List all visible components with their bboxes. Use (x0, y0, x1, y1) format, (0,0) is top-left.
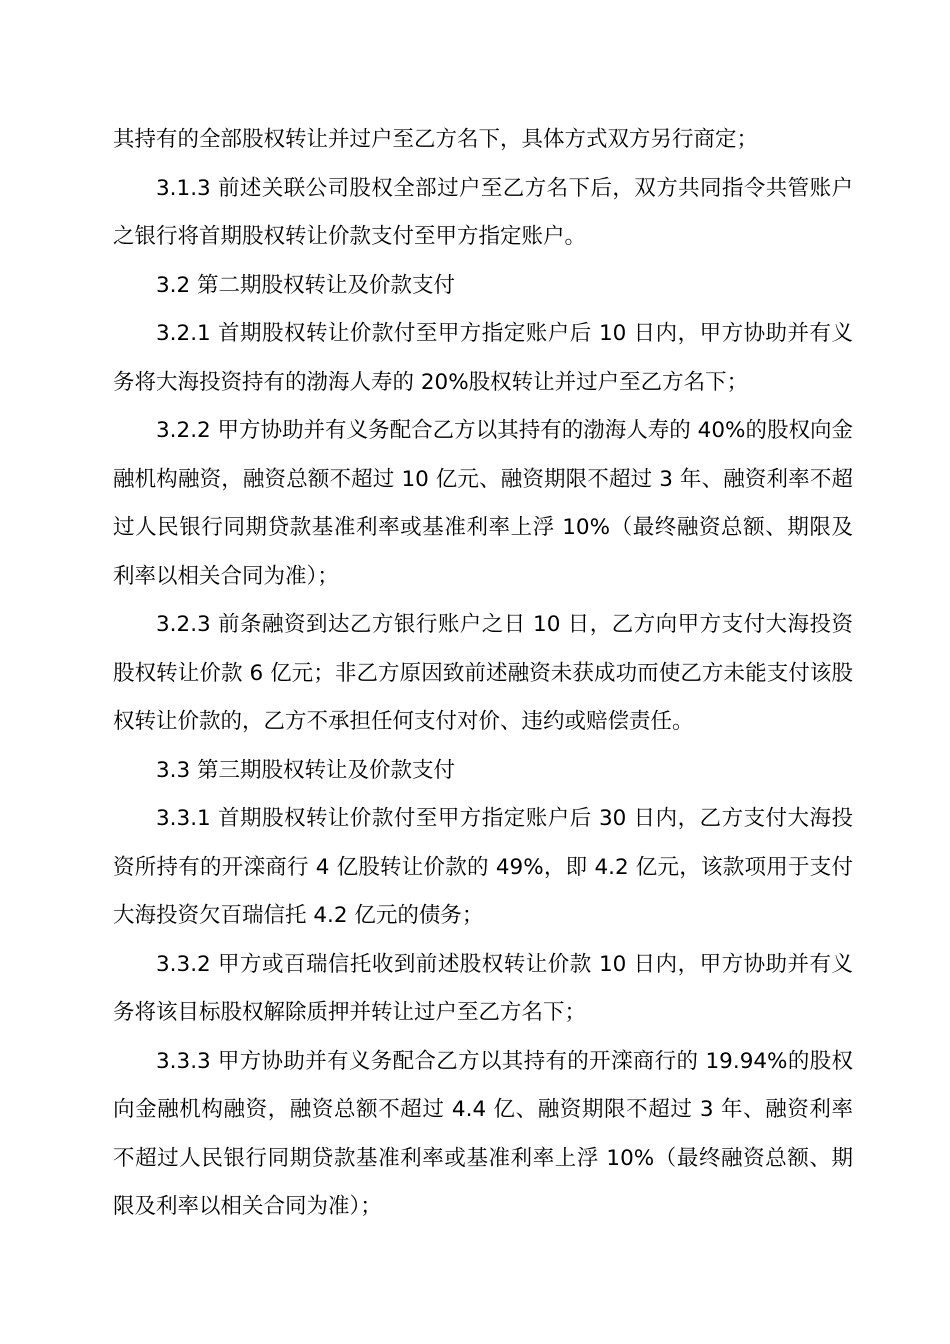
paragraph-3-2-1: 3.2.1 首期股权转让价款付至甲方指定账户后 10 日内，甲方协助并有义务将大海投资持有的渤海人寿的 20%股权转让并过户至乙方名下； (113, 321, 853, 395)
section-heading-3-3: 3.3 第三期股权转让及价款支付 (156, 757, 456, 783)
paragraph-3-2-3: 3.2.3 前条融资到达乙方银行账户之日 10 日，乙方向甲方支付大海投资股权转让价款 6 亿元；非乙方原因致前述融资未获成功而使乙方未能支付该股权转让价款的，乙方不承担任何支付对价、违约或赔偿责任。 (113, 612, 853, 734)
paragraph-3-3-2: 3.3.2 甲方或百瑞信托收到前述股权转让价款 10 日内，甲方协助并有义务将该目标股权解除质押并转让过户至乙方名下； (113, 951, 853, 1025)
section-heading-3-2: 3.2 第二期股权转让及价款支付 (156, 272, 456, 298)
paragraph-3-3-1: 3.3.1 首期股权转让价款付至甲方指定账户后 30 日内，乙方支付大海投资所持有的开滦商行 4 亿股转让价款的 49%，即 4.2 亿元，该款项用于支付大海投资欠百瑞信托 4.2 亿元的债务； (113, 806, 853, 928)
document-body (113, 116, 853, 1232)
paragraph-3-2-2: 3.2.2 甲方协助并有义务配合乙方以其持有的渤海人寿的 40%的股权向金融机构融资，融资总额不超过 10 亿元、融资期限不超过 3 年、融资利率不超过人民银行同期贷款基准利率或基准利率上浮 10%（最终融资总额、期限及利率以相关合同为准）； (113, 418, 853, 589)
paragraph-3-1-3: 3.1.3 前述关联公司股权全部过户至乙方名下后，双方共同指令共管账户之银行将首期股权转让价款支付至甲方指定账户。 (113, 175, 853, 249)
paragraph-3-3-3: 3.3.3 甲方协助并有义务配合乙方以其持有的开滦商行的 19.94%的股权向金融机构融资，融资总额不超过 4.4 亿、融资期限不超过 3 年、融资利率不超过人民银行同期贷款基准利率或基准利率上浮 10%（最终融资总额、期限及利率以相关合同为准）； (113, 1048, 853, 1219)
paragraph-continuation: 其持有的全部股权转让并过户至乙方名下，具体方式双方另行商定； (113, 127, 759, 152)
